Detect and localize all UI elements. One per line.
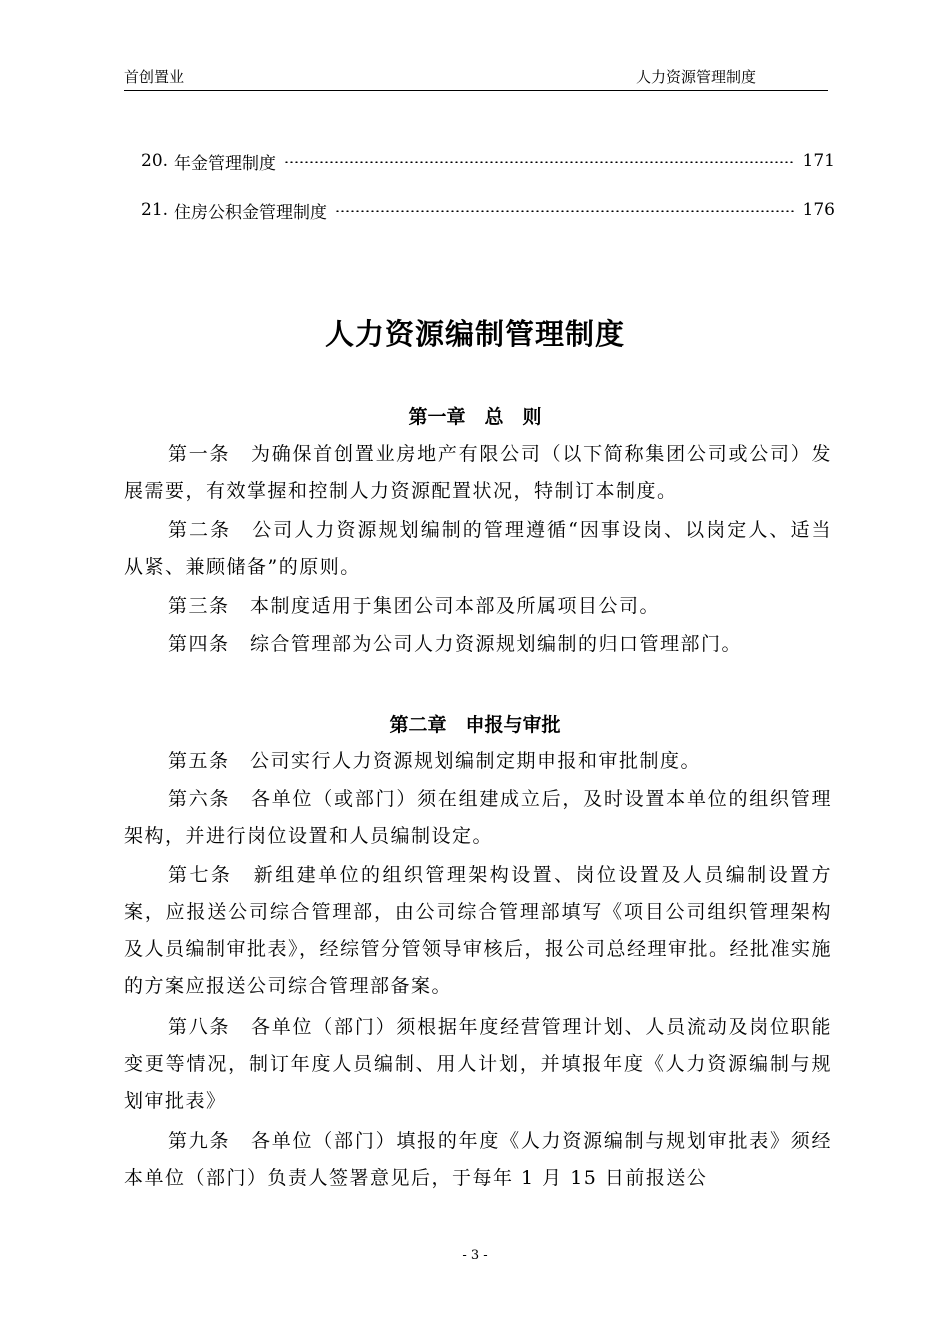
- chapter-heading: 第一章 总 则: [408, 406, 542, 428]
- chapter-heading: 第二章 申报与审批: [389, 714, 561, 736]
- header-company: 首创置业: [124, 68, 185, 86]
- page-header: [124, 66, 828, 91]
- toc-dot-leader: [284, 161, 795, 163]
- toc-page: 176: [802, 200, 835, 220]
- article-paragraph: 第六条 各单位（或部门）须在组建成立后，及时设置本单位的组织管理架构，并进行岗位设置和人员编制设定。: [124, 788, 832, 847]
- toc-entry[interactable]: [141, 197, 835, 223]
- toc-entry[interactable]: [141, 148, 835, 174]
- toc-dot-leader: [335, 210, 795, 212]
- toc-number: 21.: [141, 200, 169, 220]
- header-doc-title: 人力资源管理制度: [636, 68, 757, 86]
- article-paragraph: 第三条 本制度适用于集团公司本部及所属项目公司。: [168, 595, 661, 617]
- toc-page: 171: [802, 151, 835, 171]
- toc-title: 住房公积金管理制度: [174, 202, 328, 223]
- page-number: - 3 -: [462, 1248, 488, 1263]
- document-title: 人力资源编制管理制度: [324, 317, 625, 351]
- toc-title: 年金管理制度: [174, 153, 277, 174]
- article-paragraph: 第四条 综合管理部为公司人力资源规划编制的归口管理部门。: [168, 633, 743, 655]
- article-paragraph: 第五条 公司实行人力资源规划编制定期申报和审批制度。: [168, 750, 702, 772]
- toc-number: 20.: [141, 151, 169, 171]
- article-paragraph: 第八条 各单位（部门）须根据年度经营管理计划、人员流动及岗位职能变更等情况，制订年度人员编制、用人计划，并填报年度《人力资源编制与规划审批表》: [124, 1016, 832, 1112]
- article-paragraph: 第七条 新组建单位的组织管理架构设置、岗位设置及人员编制设置方案，应报送公司综合管理部，由公司综合管理部填写《项目公司组织管理架构及人员编制审批表》，经综管分管领导审核后，报公司总经理审批。经批准实施的方案应报送公司综合管理部备案。: [124, 864, 833, 997]
- article-paragraph: 第九条 各单位（部门）填报的年度《人力资源编制与规划审批表》须经本单位（部门）负责人签署意见后，于每年 1 月 15 日前报送公: [124, 1130, 832, 1189]
- article-paragraph: 第二条 公司人力资源规划编制的管理遵循“因事设岗、以岗定人、适当从紧、兼顾储备”的原则。: [124, 519, 832, 578]
- article-paragraph: 第一条 为确保首创置业房地产有限公司（以下简称集团公司或公司）发展需要，有效掌握和控制人力资源配置状况，特制订本制度。: [124, 443, 832, 502]
